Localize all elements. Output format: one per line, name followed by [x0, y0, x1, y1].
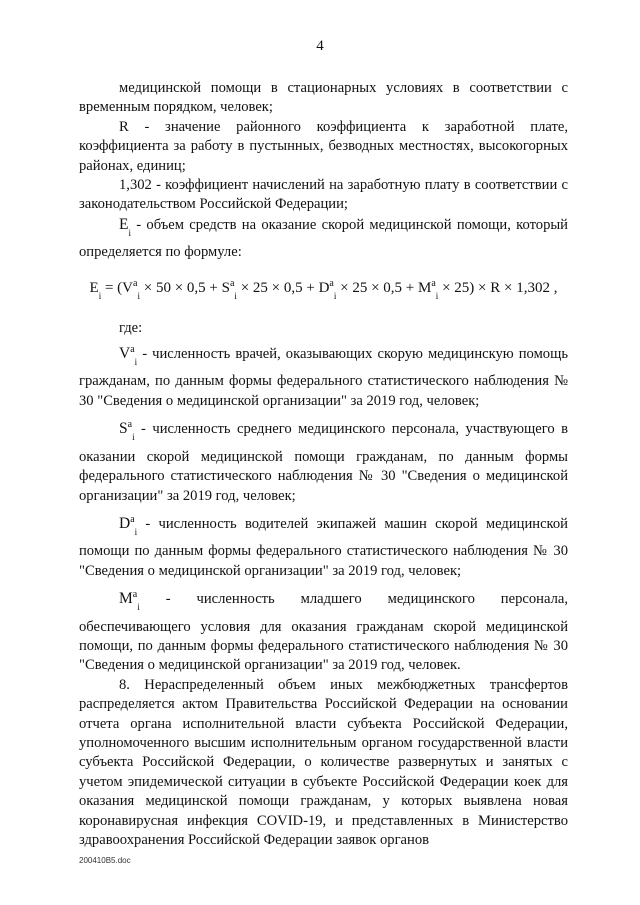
- paragraph-8-undistributed-transfers: 8. Нераспределенный объем иных межбюджетных трансфертов распределяется актом Правительства Российской Федерации на основании отчета органа исполнительной власти субъекта Российской Федерации, уполномоченного высшим исполнительным органом государственной власти субъекта Российской Федерации, о количестве развернутых и занятых с учетом эпидемической ситуации в субъекте Российской Федерации коек для оказания медицинской помощи гражданам, у которых выявлена новая коронавирусная инфекция COVID-19, и представленных в Министерство здравоохранения Российской Федерации заявок органов: [79, 676, 568, 848]
- file-name-footer: 200410В5.doc: [79, 856, 131, 865]
- page-number: 4: [316, 38, 324, 54]
- ma-symbol: $M^a_i$: [119, 589, 140, 613]
- paragraph-regional-coefficient: R - значение районного коэффициента к заработной плате, коэффициента за работу в пустынных, безводных местностях, высокогорных районах, единиц;: [79, 118, 568, 174]
- where-label: где:: [119, 319, 143, 336]
- document-body: [79, 79, 568, 850]
- definition-doctors: $V^a_i$ - численность врачей, оказывающих скорую медицинскую помощь гражданам, по данным формы федерального статистического наблюдения № 30 "Сведения о медицинской организации" за 2019 год, человек;: [79, 344, 568, 409]
- definition-drivers: $D^a_i$ - численность водителей экипажей машин скорой медицинской помощи по данным формы федерального статистического наблюдения № 30 "Сведения о медицинской организации" за 2019 год, человек;: [79, 513, 568, 579]
- sa-symbol: $S^a_i$: [119, 419, 135, 443]
- definition-nurses: $S^a_i$ - численность среднего медицинского персонала, участвующего в оказании скорой медицинской помощи гражданам, по данным формы федерального статистического наблюдения № 30 "Сведения о медицинской организации" за 2019 год, человек;: [79, 419, 568, 504]
- paragraph-hospital-care: медицинской помощи в стационарных условиях в соответствии с временным порядком, человек;: [79, 80, 568, 116]
- definition-junior-staff: $M^a_i$ - численность младшего медицинского персонала, обеспечивающего условия для оказания гражданам скорой медицинской помощи, по данным формы федерального статистического наблюдения № 30 "Сведения о медицинской организации" за 2019 год, человек.: [79, 589, 568, 674]
- paragraph-ei-definition: [79, 215, 568, 263]
- ei-formula: $E_i = (V^a_i \times 50 \times 0,5 + S^a_i \times 25 \times 0,5 + D^a_i \times 25 \times 0,5 + M^a_i \times 25) \times R \times 1,302$ ,: [89, 277, 558, 301]
- ei-text: - объем средств на оказание скорой медицинской помощи, который определяется по формуле:: [79, 216, 568, 261]
- va-symbol: $V^a_i$: [119, 344, 138, 368]
- paragraph-accrual-coefficient: 1,302 - коэффициент начислений на заработную плату в соответствии с законодательством Российской Федерации;: [79, 177, 568, 213]
- da-symbol: $D^a_i$: [119, 513, 138, 537]
- ei-symbol: $E_i$: [119, 215, 131, 238]
